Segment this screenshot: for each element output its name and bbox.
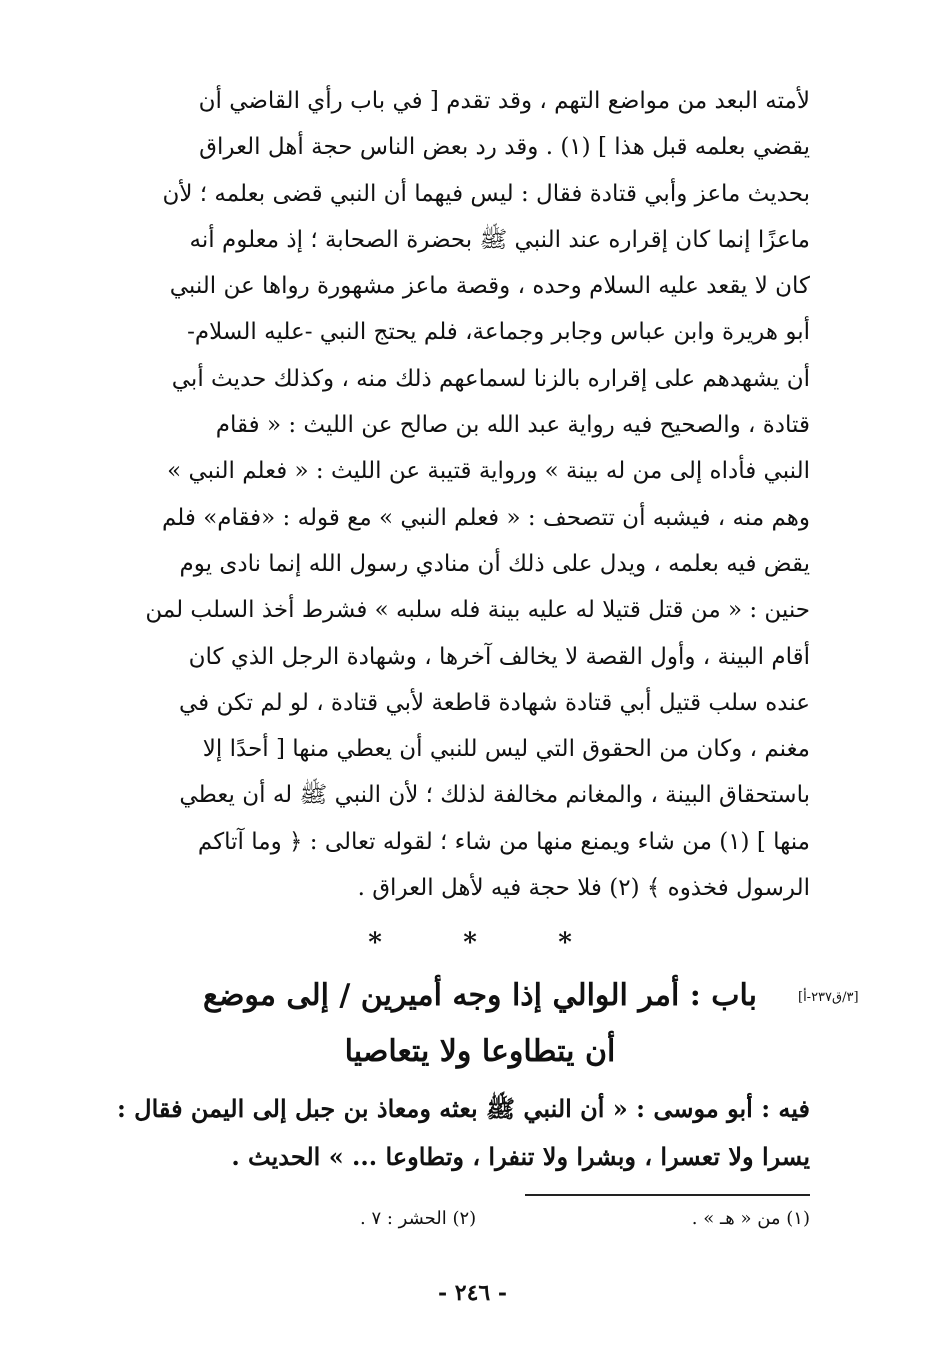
chapter-heading <box>200 968 760 1080</box>
hadith-line: يسرا ولا تعسرا ، وبشرا ولا تنفرا ، وتطاوعا ... » الحديث . <box>231 1142 810 1171</box>
separator-star: * <box>558 928 572 958</box>
separator-star: * <box>463 928 477 958</box>
separator-star: * <box>368 928 382 958</box>
hadith-text <box>116 1085 810 1181</box>
text-line: وهم منه ، فيشبه أن تتصحف : « فعلم النبي » مع قوله : «فقام» فلم <box>162 504 810 531</box>
text-line: منها ] (١) من شاء ويمنع منها من شاء ؛ لقوله تعالى : ﴿ وما آتاكم <box>197 828 810 855</box>
text-line: ماعزًا إنما كان إقراره عند النبي ﷺ بحضرة الصحابة ؛ إذ معلوم أنه <box>189 226 810 253</box>
footnote-divider <box>525 1194 810 1196</box>
text-line: عنده سلب قتيل أبي قتادة شهادة قاطعة لأبي قتادة ، لو لم تكن في <box>178 689 810 716</box>
text-line: يقض فيه بعلمه ، ويدل على ذلك أن منادي رسول الله إنما نادى يوم <box>179 550 810 577</box>
text-line: الرسول فخذوه ﴾ (٢) فلا حجة فيه لأهل العراق . <box>357 875 810 902</box>
main-text-block <box>120 78 810 911</box>
text-line: أن يشهدهم على إقراره بالزنا لسماعهم ذلك منه ، وكذلك حديث أبي <box>171 365 810 392</box>
text-line: حنين : « من قتل قتيلا له عليه بينة فله سلبه » فشرط أخذ السلب لمن <box>145 597 810 624</box>
footnote: (٢) الحشر : ٧ . <box>360 1208 477 1229</box>
chapter-heading-line: باب : أمر الوالي إذا وجه أميرين / إلى موضع <box>202 978 757 1013</box>
text-line: يقضي بعلمه قبل هذا ] (١) . وقد رد بعض الناس حجة أهل العراق <box>199 134 810 161</box>
text-line: أقام البينة ، وأول القصة لا يخالف آخرها ، وشهادة الرجل الذي كان <box>188 643 810 670</box>
page-number: - ٢٤٦ - <box>437 1280 508 1306</box>
hadith-line: فيه : أبو موسى : « أن النبي ﷺ بعثه ومعاذ بن جبل إلى اليمن فقال : <box>116 1094 810 1123</box>
text-line: باستحقاق البينة ، والمغانم مخالفة لذلك ؛ لأن النبي ﷺ له أن يعطي <box>179 782 810 809</box>
footnote: (١) من « هـ » . <box>691 1208 810 1229</box>
section-separator <box>360 928 580 958</box>
chapter-heading-line: أن يتطاوعا ولا يتعاصيا <box>344 1034 616 1069</box>
manuscript-folio-reference: [٣/ق٢٣٧-أ] <box>798 990 859 1005</box>
text-line: النبي فأداه إلى من له بينة » ورواية قتيبة عن الليث : « فعلم النبي » <box>167 458 810 485</box>
text-line: كان لا يقعد عليه السلام وحده ، وقصة ماعز مشهورة رواها عن النبي <box>169 273 810 300</box>
text-line: أبو هريرة وابن عباس وجابر وجماعة، فلم يحتج النبي -عليه السلام- <box>187 319 810 346</box>
text-line: قتادة ، والصحيح فيه رواية عبد الله بن صالح عن الليث : « فقام <box>215 412 810 439</box>
footnotes <box>360 1208 810 1229</box>
text-line: بحديث ماعز وأبي قتادة فقال : ليس فيهما أن النبي قضى بعلمه ؛ لأن <box>162 180 810 207</box>
text-line: لأمته البعد من مواضع التهم ، وقد تقدم [ في باب رأي القاضي أن <box>198 88 810 114</box>
text-line: مغنم ، وكان من الحقوق التي ليس للنبي أن يعطي منها [ أحدًا إلا <box>202 736 810 763</box>
